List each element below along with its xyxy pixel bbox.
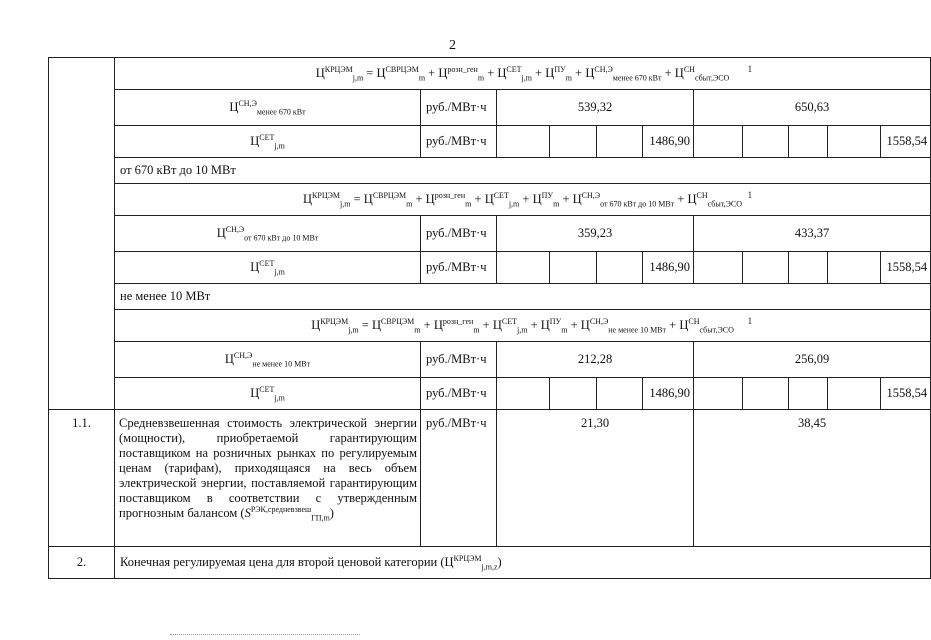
value-1: 21,30 [497,410,694,547]
item-number: 2. [49,547,115,579]
section-heading-3: не менее 10 МВт [49,284,931,310]
value-1: 212,28 [497,342,694,378]
row-label: $Ц^{СН,Э}_{менее 670 кВт}$ [115,90,421,126]
value-2: 256,09 [694,342,931,378]
value-2: 433,37 [694,216,931,252]
scan-artifact [170,634,360,635]
footnote-mark: 1 [747,316,753,326]
unit-cell: руб./МВт·ч [421,216,497,252]
footnote-mark: 1 [747,64,753,74]
value-1: 539,32 [497,90,694,126]
unit-cell: руб./МВт·ч [421,126,497,158]
row-set-2 [49,252,931,284]
row-label: $Ц^{СЕТ}_{j,m}$ [115,252,421,284]
value-2: 1558,54 [881,126,931,158]
row-set-1 [49,126,931,158]
value-2: 38,45 [694,410,931,547]
item-description: Конечная регулируемая цена для второй ценовой категории $(Ц^{КРЦЭМ}_{j,m,z})$ [115,547,931,579]
item-description: Средневзвешенная стоимость электрической энергии (мощности), приобретаемой гарантирующим поставщиком на розничных рынках по регулируемым ценам (тарифам), приходящаяся на весь объем электрической энергии, поставляемой гарантирующим поставщиком в соответствии с утвержденным прогнозным балансом $(S^{РЭК,средневзвеш}_{ГП,m})$ [115,410,421,547]
unit-cell: руб./МВт·ч [421,378,497,410]
formula-2: $Ц^{КРЦЭМ}_{j,m} = Ц^{СВРЦЭМ}_m + Ц^{розн\_ген}_m + Ц^{СЕТ}_{j,m} + Ц^{ПУ}_m + Ц^{СН,Э}_{от 670 кВт до 10 МВт} + Ц^{СН}_{сбыт,ЭСО}$ 1 [115,184,931,216]
footnote-mark: 1 [747,190,753,200]
row-sn-e-3 [49,342,931,378]
row-label: $Ц^{СЕТ}_{j,m}$ [115,126,421,158]
row-set-3 [49,378,931,410]
number-cell-empty [49,58,115,410]
row-label: $Ц^{СН,Э}_{не менее 10 МВт}$ [115,342,421,378]
item-1-1-row [49,410,931,547]
item-number: 1.1. [49,410,115,547]
item-2-row [49,547,931,579]
formula-3: $Ц^{КРЦЭМ}_{j,m} = Ц^{СВРЦЭМ}_m + Ц^{розн\_ген}_m + Ц^{СЕТ}_{j,m} + Ц^{ПУ}_m + Ц^{СН,Э}_{не менее 10 МВт} + Ц^{СН}_{сбыт,ЭСО}$ 1 [115,310,931,342]
row-label: $Ц^{СН,Э}_{от 670 кВт до 10 МВт}$ [115,216,421,252]
row-sn-e-1 [49,90,931,126]
formula-row-1 [49,58,931,90]
section-heading-2: от 670 кВт до 10 МВт [49,158,931,184]
unit-cell: руб./МВт·ч [421,410,497,547]
unit-cell: руб./МВт·ч [421,252,497,284]
formula-1: $Ц^{КРЦЭМ}_{j,m} = Ц^{СВРЦЭМ}_m + Ц^{розн\_ген}_m + Ц^{СЕТ}_{j,m} + Ц^{ПУ}_m + Ц^{СН,Э}_{менее 670 кВт} + Ц^{СН}_{сбыт,ЭСО}$ 1 [115,58,931,90]
value-1: 1486,90 [643,378,694,410]
tariff-table [48,57,931,579]
value-1: 1486,90 [643,126,694,158]
unit-cell: руб./МВт·ч [421,90,497,126]
unit-cell: руб./МВт·ч [421,342,497,378]
page-number: 2 [449,38,456,53]
value-2: 1558,54 [881,378,931,410]
value-1: 359,23 [497,216,694,252]
value-1: 1486,90 [643,252,694,284]
value-2: 1558,54 [881,252,931,284]
formula-row-2 [49,184,931,216]
value-2: 650,63 [694,90,931,126]
row-label: $Ц^{СЕТ}_{j,m}$ [115,378,421,410]
row-sn-e-2 [49,216,931,252]
formula-row-3 [49,310,931,342]
